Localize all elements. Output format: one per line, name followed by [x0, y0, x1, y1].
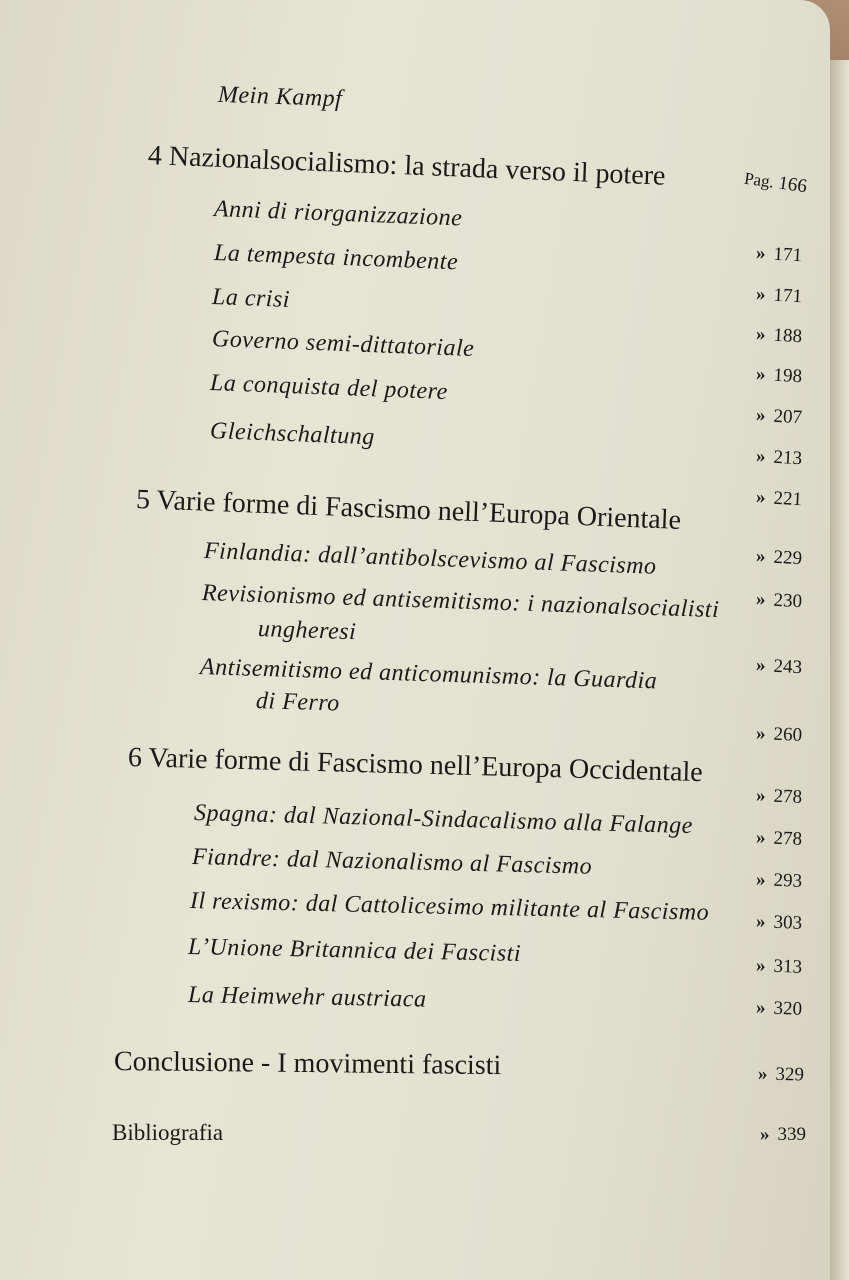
ditto-mark: » — [755, 869, 766, 891]
toc-entry: La Heimwehr austriaca — [187, 982, 427, 1013]
ditto-mark: » — [755, 827, 766, 849]
ditto-mark: » — [755, 404, 767, 427]
ditto-mark: » — [755, 445, 767, 468]
ditto-mark: » — [755, 997, 766, 1019]
chapter-heading-6 — [128, 742, 704, 789]
page-number: » 229 — [755, 545, 803, 570]
chapter-title: Nazionalsocialismo: la strada verso il potere — [168, 140, 667, 192]
toc-entry: Spagna: dal Nazional-Sindacalismo alla Falange — [193, 800, 694, 840]
chapter-heading-4 — [147, 140, 666, 193]
page-number: » 243 — [755, 654, 803, 679]
page-number: » 171 — [755, 242, 803, 267]
page-number: » 313 — [755, 955, 803, 978]
page-number: » 260 — [755, 723, 803, 746]
toc-entry: Antisemitismo ed anticomunismo: la Guardia — [199, 654, 658, 695]
toc-entry: Fiandre: dal Nazionalismo al Fascismo — [191, 844, 593, 880]
toc-entry: La tempesta incombente — [213, 240, 459, 276]
page-prefix: Pag. — [743, 168, 776, 192]
page-number: » 207 — [755, 404, 803, 429]
ditto-mark: » — [755, 242, 767, 265]
page-number: » 278 — [755, 827, 803, 850]
page-number: » 221 — [755, 486, 803, 511]
page-number: » 230 — [755, 588, 803, 613]
toc-entry: La conquista del potere — [209, 370, 449, 406]
ditto-mark: » — [755, 911, 766, 933]
page-number: » 213 — [755, 445, 803, 470]
chapter-heading-5 — [135, 484, 681, 537]
ditto-mark: » — [755, 955, 766, 977]
toc-entry: Governo semi-dittatoriale — [211, 326, 475, 363]
toc-entry-mein-kampf — [218, 82, 343, 113]
ditto-mark: » — [755, 283, 767, 306]
page-number: » 293 — [755, 869, 803, 892]
toc-entry: Anni di riorganizzazione — [213, 196, 463, 232]
chapter-title: Varie forme di Fascismo nell’Europa Orientale — [155, 484, 682, 536]
page-number: » 188 — [755, 323, 803, 348]
chapter-number: 6 — [127, 742, 143, 774]
page-number: » 303 — [755, 911, 803, 934]
entry-title: Mein Kampf — [217, 81, 343, 113]
toc-entry-continuation: ungheresi — [257, 616, 357, 646]
toc-entry: Finlandia: dall’antibolscevismo al Fascismo — [203, 538, 657, 580]
chapter-number: 4 — [147, 140, 163, 172]
page-number: » 320 — [755, 997, 803, 1020]
chapter-number: 5 — [135, 484, 151, 516]
toc-entry: L’Unione Britannica dei Fascisti — [187, 934, 522, 967]
chapter-title: Varie forme di Fascismo nell’Europa Occidentale — [148, 742, 704, 789]
ditto-mark: » — [755, 323, 767, 346]
ditto-mark: » — [760, 1124, 770, 1145]
ditto-mark: » — [755, 363, 767, 386]
page-number: Pag. 166 — [743, 168, 809, 198]
ditto-mark: » — [755, 723, 766, 745]
toc-entry: Gleichschaltung — [209, 418, 376, 451]
ditto-mark: » — [755, 486, 767, 509]
ditto-mark: » — [755, 785, 766, 807]
ditto-mark: » — [755, 588, 767, 611]
page-number: » 278 — [755, 785, 803, 808]
ditto-mark: » — [757, 1063, 768, 1085]
toc-entry: La crisi — [211, 284, 291, 313]
page-number: » 198 — [755, 363, 803, 388]
ditto-mark: » — [755, 545, 767, 568]
page-number: » 329 — [757, 1063, 805, 1086]
toc-entry-bibliography: Bibliografia — [112, 1120, 224, 1145]
toc-entry: Revisionismo ed antisemitismo: i nazionalsocialisti — [201, 580, 720, 624]
toc-entry: Il rexismo: dal Cattolicesimo militante al Fascismo — [189, 888, 710, 926]
toc-entry-conclusion: Conclusione - I movimenti fascisti — [113, 1046, 502, 1082]
page-number: » 339 — [760, 1124, 806, 1145]
ditto-mark: » — [755, 654, 767, 677]
toc-entry-continuation: di Ferro — [255, 688, 341, 717]
page-number: » 171 — [755, 283, 803, 308]
